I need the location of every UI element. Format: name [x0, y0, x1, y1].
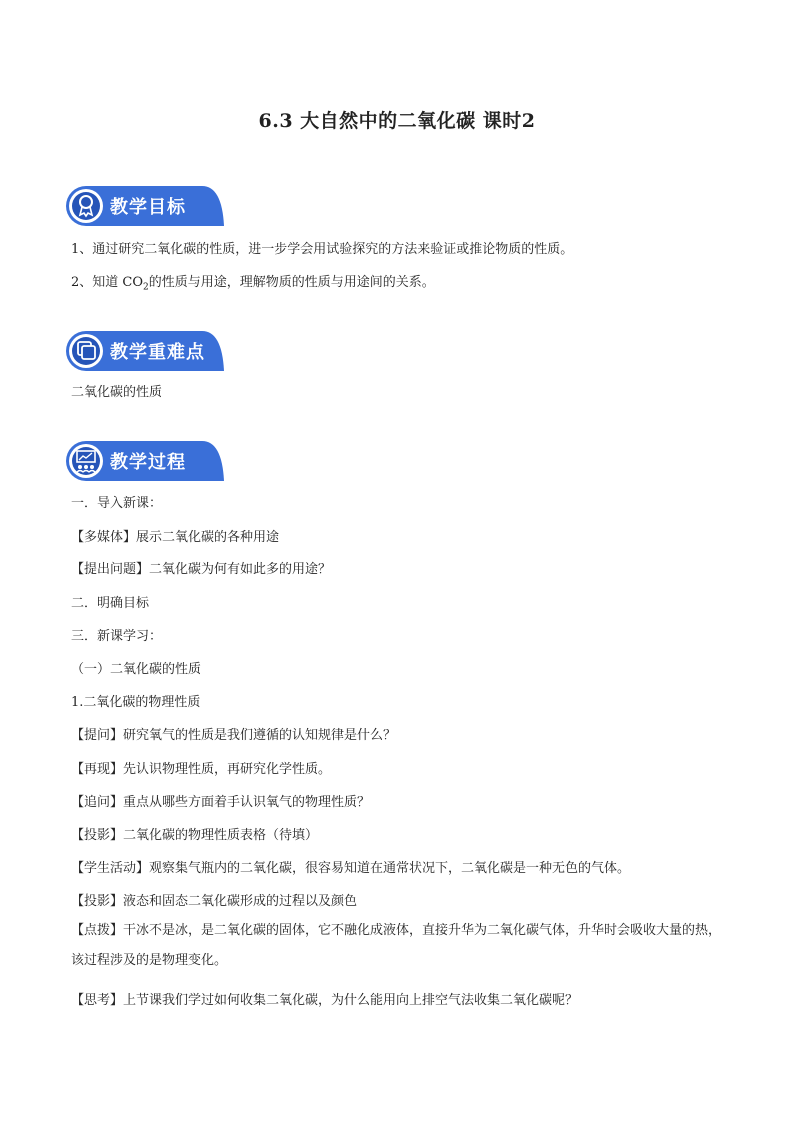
process-line: [71, 691, 200, 710]
process-line: [71, 526, 279, 545]
line-tag: 【再现】: [71, 762, 124, 777]
line-tag: 【学生活动】: [71, 861, 150, 876]
line-tag: 【追问】: [71, 795, 124, 810]
line-text: 二氧化碳为何有如此多的用途？: [149, 562, 332, 577]
process-line: [71, 916, 726, 976]
key-points-text: 二氧化碳的性质: [71, 385, 163, 400]
process-line: [71, 890, 357, 909]
line-text: 研究氧气的性质是我们遵循的认知规律是什么？: [123, 728, 397, 743]
section-heading-goals: 教学目标: [110, 197, 186, 218]
goal-line-2-sub: 2: [143, 282, 149, 293]
section-heading-key: 教学重难点: [110, 342, 205, 363]
line-text: 一．导入新课：: [71, 496, 163, 511]
line-text: 二氧化碳的物理性质表格（待填）: [123, 828, 319, 843]
section-heading-process: 教学过程: [110, 452, 186, 473]
line-tag: 【提出问题】: [71, 562, 150, 577]
process-line: [71, 592, 149, 611]
process-line: [71, 989, 578, 1008]
line-text: 先认识物理性质，再研究化学性质。: [123, 762, 332, 777]
line-tag: 【点拨】: [71, 923, 124, 938]
process-line: [71, 824, 318, 843]
line-tag: 【提问】: [71, 728, 124, 743]
section-banner-process: [66, 441, 226, 481]
process-line: [71, 724, 396, 743]
goal-line-2-post: 的性质与用途，理解物质的性质与用途间的关系。: [148, 275, 435, 290]
line-tag: 【投影】: [71, 894, 124, 909]
section-banner-goals: [66, 186, 226, 226]
process-line: [71, 758, 331, 777]
line-text: 三．新课学习：: [71, 629, 163, 644]
goal-line-1: 1、通过研究二氧化碳的性质，进一步学会用试验探究的方法来验证或推论物质的性质。: [71, 242, 574, 257]
line-text: 上节课我们学过如何收集二氧化碳，为什么能用向上排空气法收集二氧化碳呢？: [123, 993, 579, 1008]
goal-line-2: [71, 271, 435, 293]
line-text: 展示二氧化碳的各种用途: [136, 530, 280, 545]
line-text: 干冰不是冰，是二氧化碳的固体，它不融化成液体，直接升华为二氧化碳气体，升华时会吸收大量的热，该过程涉及的是物理变化。: [71, 923, 722, 968]
stacked-pages-icon: [66, 331, 106, 371]
line-tag: 【多媒体】: [71, 530, 137, 545]
line-text: （一）二氧化碳的性质: [71, 662, 202, 677]
line-tag: 【思考】: [71, 993, 124, 1008]
presentation-board-icon: [66, 441, 106, 481]
line-text: 1.二氧化碳的物理性质: [71, 695, 201, 710]
line-text: 观察集气瓶内的二氧化碳，很容易知道在通常状况下，二氧化碳是一种无色的气体。: [149, 861, 631, 876]
process-line: [71, 658, 201, 677]
goal-line-2-pre: 2、知道 CO: [71, 275, 144, 290]
award-ribbon-icon: [66, 186, 106, 226]
process-line: [71, 492, 162, 511]
page-title: 6.3 大自然中的二氧化碳 课时2: [258, 110, 536, 132]
process-line: [71, 857, 630, 876]
line-text: 重点从哪些方面着手认识氧气的物理性质？: [123, 795, 371, 810]
process-line: [71, 558, 331, 577]
process-line: [71, 791, 370, 810]
line-tag: 【投影】: [71, 828, 124, 843]
process-line: [71, 625, 162, 644]
line-text: 液态和固态二氧化碳形成的过程以及颜色: [123, 894, 358, 909]
line-text: 二．明确目标: [71, 596, 150, 611]
section-banner-key: [66, 331, 226, 371]
